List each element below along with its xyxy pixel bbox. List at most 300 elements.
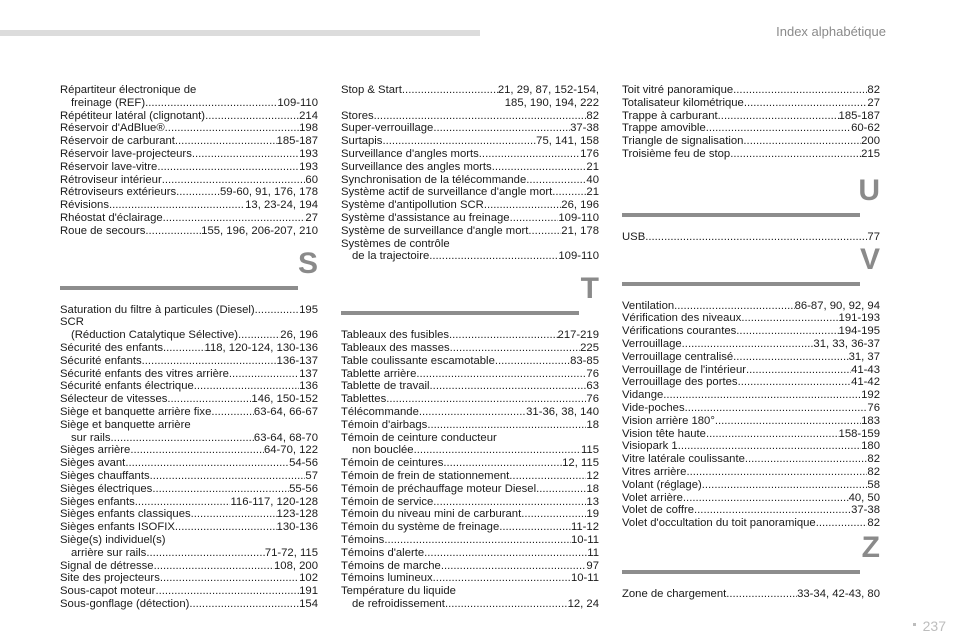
dot-leader: [499, 521, 571, 534]
entry-pages: 108, 200: [274, 559, 318, 572]
index-entry: [341, 135, 599, 148]
entry-label: Verrouillage des portes: [622, 376, 738, 389]
index-entry: [622, 338, 880, 351]
dot-leader: [154, 560, 274, 573]
entry-label: Témoins: [341, 533, 385, 546]
entry-pages: 185, 190, 194, 222: [504, 96, 599, 109]
index-entry: [60, 521, 318, 534]
entry-label: Système d'antipollution SCR: [341, 199, 484, 212]
dot-leader: [165, 122, 299, 135]
index-entry: [60, 393, 318, 406]
index-entry: [341, 148, 599, 161]
dot-leader: [741, 312, 838, 325]
index-entry: [622, 231, 880, 244]
section-letter: V: [859, 242, 880, 276]
section-header-u: [622, 173, 880, 231]
dot-leader: [495, 355, 570, 368]
entries-r: [60, 84, 318, 238]
index-entry: [60, 470, 318, 483]
index-entry: [622, 492, 880, 505]
entry-label: Siège et banquette arrière fixe: [60, 405, 212, 418]
index-entry: [341, 380, 599, 393]
entry-label: Témoin de préchauffage moteur Diesel: [341, 482, 537, 495]
entry-pages: 102: [299, 572, 318, 585]
entry-pages: 146, 150-152: [251, 393, 318, 406]
section-header-s: [60, 246, 318, 304]
index-entry: [60, 496, 318, 509]
dot-leader: [191, 508, 277, 521]
entry-label: SCR: [60, 316, 84, 329]
dot-leader: [744, 97, 868, 110]
entry-pages: 41-42: [851, 376, 880, 389]
entry-label: Rhéostat d'éclairage: [60, 211, 163, 224]
entry-pages: 60-62: [851, 122, 880, 135]
index-entry: [60, 368, 318, 381]
dot-leader: [157, 161, 299, 174]
index-entry: [341, 406, 599, 419]
dot-leader: [145, 225, 201, 238]
dot-leader: [509, 470, 586, 483]
entry-pages: 193: [299, 147, 318, 160]
entry-label: Tablettes: [341, 393, 387, 406]
index-entry: [341, 342, 599, 355]
entry-pages: 12, 115: [562, 457, 599, 470]
entry-label: Sièges chauffants: [60, 469, 150, 482]
entry-pages: 71-72, 115: [264, 546, 318, 559]
entry-pages: 155, 196, 206-207, 210: [201, 224, 318, 237]
entries-t: [341, 329, 599, 611]
section-rule: [622, 570, 860, 574]
dot-leader: [167, 393, 251, 406]
dot-leader: [135, 496, 231, 509]
entry-label: Roue de secours: [60, 224, 146, 237]
index-entry: [622, 110, 880, 123]
section-rule: [622, 282, 860, 286]
entry-label: Trappe amovible: [622, 122, 706, 135]
dot-leader: [163, 212, 306, 225]
dot-leader: [374, 110, 587, 123]
entry-label: Réservoir lave-projecteurs: [60, 147, 192, 160]
index-entry: [341, 521, 599, 534]
index-entry: [622, 440, 880, 453]
dot-leader: [424, 547, 587, 560]
index-entry: [341, 598, 599, 611]
index-entry: [341, 110, 599, 123]
entry-pages: 11: [587, 546, 599, 559]
entry-label: Trappe à carburant: [622, 109, 718, 122]
dot-leader: [205, 110, 299, 123]
index-entry: [341, 161, 599, 174]
entries-u: [622, 231, 880, 244]
entry-label: Sous-gonflage (détection): [60, 597, 190, 610]
entry-pages: 40, 50: [848, 491, 880, 504]
index-entry: [622, 84, 880, 97]
entry-pages: 37-38: [570, 122, 599, 135]
entry-label: Sécurité enfants des vitres arrière: [60, 367, 229, 380]
index-entry: [60, 304, 318, 317]
entry-pages: 109-110: [277, 96, 318, 109]
entry-pages: 75, 141, 158: [536, 135, 599, 148]
index-entry: [60, 547, 318, 560]
index-entry: [60, 135, 318, 148]
dot-leader: [162, 174, 306, 187]
entry-label: arrière sur rails: [71, 546, 147, 559]
entry-label: Tablette de travail: [341, 380, 430, 393]
entry-pages: 109-110: [558, 211, 599, 224]
index-entry: [341, 368, 599, 381]
index-entry: [60, 508, 318, 521]
index-entry: [60, 380, 318, 393]
entry-label: Témoin du système de freinage: [341, 521, 500, 534]
entry-label: Systèmes de contrôle: [341, 237, 450, 250]
entry-label: Visiopark 1: [622, 440, 678, 453]
entry-pages: 225: [580, 341, 599, 354]
entry-pages: 21: [586, 186, 599, 199]
index-entry: [60, 122, 318, 135]
dot-leader: [255, 304, 299, 317]
entry-pages: 192: [861, 389, 880, 402]
index-entry: [341, 483, 599, 496]
entry-pages: 115: [580, 444, 599, 457]
entry-label: Témoin de ceintures: [341, 457, 444, 470]
entry-pages: 19: [586, 508, 599, 521]
entry-label: Témoins lumineux: [341, 572, 433, 585]
entries-s: [60, 304, 318, 611]
section-rule: [622, 213, 860, 217]
index-entry: [341, 470, 599, 483]
entry-label: Sélecteur de vitesses: [60, 393, 168, 406]
dot-leader: [682, 338, 814, 351]
dot-leader: [433, 572, 571, 585]
dot-leader: [746, 364, 851, 377]
entries-s-cont: [341, 84, 599, 263]
dot-leader: [726, 588, 797, 601]
entry-pages: 176: [580, 147, 599, 160]
index-entry: [622, 122, 880, 135]
entry-label: Triangle de signalisation: [622, 135, 744, 148]
index-entry: [622, 376, 880, 389]
entry-pages: 76: [586, 393, 599, 406]
index-entry: [622, 479, 880, 492]
entry-pages: 191-193: [838, 312, 880, 325]
entry-label: Vidange: [622, 389, 664, 402]
entry-pages: 31-36, 38, 140: [526, 405, 599, 418]
index-entry: [60, 97, 318, 110]
index-entry: [341, 572, 599, 585]
index-entry: [622, 135, 880, 148]
dot-leader: [142, 355, 277, 368]
index-entry: [341, 122, 599, 135]
index-entry: [60, 342, 318, 355]
entry-label: Tablette arrière: [341, 367, 417, 380]
dot-leader: [192, 148, 299, 161]
index-entry: [60, 84, 318, 97]
dot-leader: [449, 329, 558, 342]
index-entry: [341, 419, 599, 432]
entry-pages: 130-136: [276, 521, 318, 534]
entry-label: Révisions: [60, 199, 109, 212]
entry-pages: 77: [867, 230, 880, 243]
section-letter: U: [858, 173, 880, 207]
index-entry: [341, 355, 599, 368]
dot-leader: [433, 496, 586, 509]
entry-pages: 26, 196: [561, 199, 599, 212]
entry-pages: 41-43: [851, 363, 880, 376]
entry-label: Système de surveillance d'angle mort: [341, 224, 529, 237]
entry-pages: 58: [867, 478, 880, 491]
dot-leader: [450, 342, 581, 355]
index-entry: [341, 199, 599, 212]
entry-label: Surtapis: [341, 135, 383, 148]
index-entry: [341, 496, 599, 509]
entry-label: freinage (REF): [71, 96, 146, 109]
section-rule: [60, 286, 298, 290]
entry-label: Témoin du niveau mini de carburant: [341, 508, 522, 521]
dot-leader: [730, 148, 861, 161]
index-entry: [622, 466, 880, 479]
entry-label: Témoins de marche: [341, 559, 441, 572]
entry-pages: 118, 120-124, 130-136: [204, 341, 318, 354]
entry-pages: 136: [299, 380, 318, 393]
entry-label: Répétiteur latéral (clignotant): [60, 109, 206, 122]
dot-leader: [175, 135, 277, 148]
entry-label: Tableaux des fusibles: [341, 329, 450, 342]
index-column-2: [341, 84, 599, 611]
entry-pages: 82: [867, 465, 880, 478]
index-entry: [622, 402, 880, 415]
dot-leader: [743, 135, 861, 148]
dot-leader: [686, 466, 867, 479]
index-entry: [341, 174, 599, 187]
dot-leader: [229, 368, 299, 381]
dot-leader: [429, 250, 558, 263]
dot-leader: [175, 521, 277, 534]
entry-pages: 63: [586, 380, 599, 393]
dot-leader: [146, 547, 264, 560]
dot-leader: [745, 453, 868, 466]
entry-label: Stores: [341, 109, 374, 122]
index-entry: [341, 393, 599, 406]
dot-leader: [736, 325, 838, 338]
entry-pages: 83-85: [570, 354, 599, 367]
index-entry: [622, 428, 880, 441]
entry-label: Sécurité des enfants: [60, 341, 163, 354]
dot-leader: [526, 174, 586, 187]
entry-label: Verrouillage centralisé: [622, 350, 734, 363]
index-entry: [60, 457, 318, 470]
index-entry: [60, 598, 318, 611]
entry-pages: 10-11: [570, 572, 599, 585]
entry-label: Sécurité enfants: [60, 354, 142, 367]
index-entry: [341, 444, 599, 457]
entry-pages: 82: [867, 453, 880, 466]
dot-leader: [152, 483, 289, 496]
dot-leader: [528, 225, 561, 238]
entry-label: Tableaux des masses: [341, 341, 450, 354]
entry-label: Troisième feu de stop: [622, 147, 731, 160]
entry-pages: 31, 37: [848, 350, 880, 363]
index-entry: [341, 560, 599, 573]
entry-pages: 13, 23-24, 194: [245, 199, 318, 212]
index-entry: [341, 97, 599, 110]
entry-label: Siège et banquette arrière: [60, 418, 191, 431]
entry-label: Témoin de frein de stationnement: [341, 469, 510, 482]
dot-leader: [678, 440, 861, 453]
dot-leader: [384, 534, 571, 547]
index-entry: [60, 483, 318, 496]
entry-label: Site des projecteurs: [60, 572, 160, 585]
index-entry: [60, 534, 318, 547]
index-entry: [60, 419, 318, 432]
entry-pages: 193: [299, 160, 318, 173]
entry-label: Rétroviseurs extérieurs: [60, 186, 177, 199]
entry-label: Signal de détresse: [60, 559, 154, 572]
index-entry: [622, 504, 880, 517]
entry-pages: 86-87, 90, 92, 94: [794, 299, 880, 312]
dot-leader: [430, 380, 587, 393]
dot-leader: [441, 560, 587, 573]
index-entry: [341, 457, 599, 470]
index-entry: [341, 432, 599, 445]
section-letter: T: [580, 272, 599, 306]
dot-leader: [402, 84, 498, 97]
dot-leader: [427, 419, 586, 432]
index-entry: [60, 225, 318, 238]
index-entry: [60, 560, 318, 573]
section-letter: Z: [861, 530, 880, 564]
dot-leader: [386, 393, 586, 406]
dot-leader: [694, 504, 851, 517]
entry-pages: 37-38: [851, 504, 880, 517]
entry-pages: 55-56: [289, 482, 318, 495]
entry-label: Témoins d'alerte: [341, 546, 425, 559]
entry-pages: 18: [586, 482, 599, 495]
index-entry: [60, 585, 318, 598]
entry-label: Sous-capot moteur: [60, 585, 156, 598]
entry-label: Volet d'occultation du toit panoramique: [622, 517, 816, 530]
dot-leader: [111, 432, 254, 445]
entry-pages: 82: [867, 84, 880, 96]
dot-leader: [733, 351, 848, 364]
dot-leader: [816, 517, 868, 530]
index-entry: [60, 161, 318, 174]
entry-pages: 97: [586, 559, 599, 572]
dot-leader: [145, 97, 277, 110]
entry-pages: 27: [867, 96, 880, 109]
entry-pages: 21: [586, 160, 599, 173]
entry-pages: 76: [586, 367, 599, 380]
entry-pages: 10-11: [570, 533, 599, 546]
entry-pages: 109-110: [558, 250, 599, 263]
page-number: 237: [922, 618, 946, 634]
entry-label: Répartiteur électronique de: [60, 84, 197, 96]
entry-label: Totalisateur kilométrique: [622, 96, 744, 109]
index-entry: [622, 300, 880, 313]
entry-pages: 64-70, 122: [263, 444, 318, 457]
entry-label: Témoin de ceinture conducteur: [341, 431, 497, 444]
dot-leader: [510, 212, 559, 225]
index-entry: [622, 389, 880, 402]
entry-label: Volet arrière: [622, 491, 683, 504]
entry-label: Vérifications courantes: [622, 325, 737, 338]
index-entry: [622, 325, 880, 338]
entry-pages: 59-60, 91, 176, 178: [220, 186, 318, 199]
dot-leader: [416, 368, 586, 381]
entry-label: Table coulissante escamotable: [341, 354, 495, 367]
entry-pages: 194-195: [838, 325, 880, 338]
entry-label: Volet de coffre: [622, 504, 695, 517]
entry-pages: 183: [861, 414, 880, 427]
index-entry: [60, 212, 318, 225]
entry-label: Stop & Start: [341, 84, 402, 96]
index-entry: [341, 508, 599, 521]
entry-label: Sièges avant: [60, 457, 126, 470]
dot-leader: [552, 186, 586, 199]
entry-pages: 82: [867, 517, 880, 530]
index-entry: [60, 432, 318, 445]
index-entry: [60, 148, 318, 161]
dot-leader: [176, 186, 220, 199]
entry-label: Volant (réglage): [622, 478, 702, 491]
entry-pages: 123-128: [276, 508, 318, 521]
index-entry: [622, 97, 880, 110]
index-entry: [622, 351, 880, 364]
entry-label: Réservoir de carburant: [60, 135, 175, 148]
entry-pages: 185-187: [276, 135, 318, 148]
index-entry: [622, 415, 880, 428]
entries-v: [622, 300, 880, 530]
entry-label: Vitres arrière: [622, 465, 687, 478]
entry-label: Verrouillage de l'intérieur: [622, 363, 746, 376]
footer-bullet: [913, 623, 916, 626]
dot-leader: [702, 479, 868, 492]
entry-label: Sièges enfants: [60, 495, 135, 508]
entry-pages: 21, 29, 87, 152-154,: [497, 84, 599, 96]
dot-leader: [674, 300, 794, 313]
index-entry: [341, 547, 599, 560]
entry-label: non bouclée: [352, 444, 414, 457]
dot-leader: [125, 457, 289, 470]
entry-label: Réservoir lave-vitre: [60, 160, 158, 173]
entry-pages: 154: [299, 597, 318, 610]
entry-pages: 136-137: [276, 354, 318, 367]
dot-leader: [414, 444, 581, 457]
dot-leader: [715, 415, 861, 428]
entry-pages: 116-117, 120-128: [230, 495, 318, 508]
entry-pages: 200: [861, 135, 880, 148]
entry-pages: 63-64, 66-67: [253, 405, 318, 418]
entry-pages: 76: [867, 401, 880, 414]
dot-leader: [238, 329, 280, 342]
dot-leader: [163, 342, 205, 355]
dot-leader: [211, 406, 254, 419]
index-entry: [341, 250, 599, 263]
index-entry: [622, 364, 880, 377]
dot-leader: [663, 389, 861, 402]
index-entry: [341, 186, 599, 199]
entry-label: Sièges enfants classiques: [60, 508, 191, 521]
index-entry: [622, 588, 880, 601]
entry-label: Vitre latérale coulissante: [622, 453, 745, 466]
entry-label: Sièges arrière: [60, 444, 131, 457]
index-entry: [341, 534, 599, 547]
dot-leader: [382, 135, 536, 148]
index-entry: [60, 199, 318, 212]
index-entry: [622, 453, 880, 466]
index-entry: [622, 517, 880, 530]
entry-pages: 40: [586, 173, 599, 186]
dot-leader: [419, 406, 526, 419]
